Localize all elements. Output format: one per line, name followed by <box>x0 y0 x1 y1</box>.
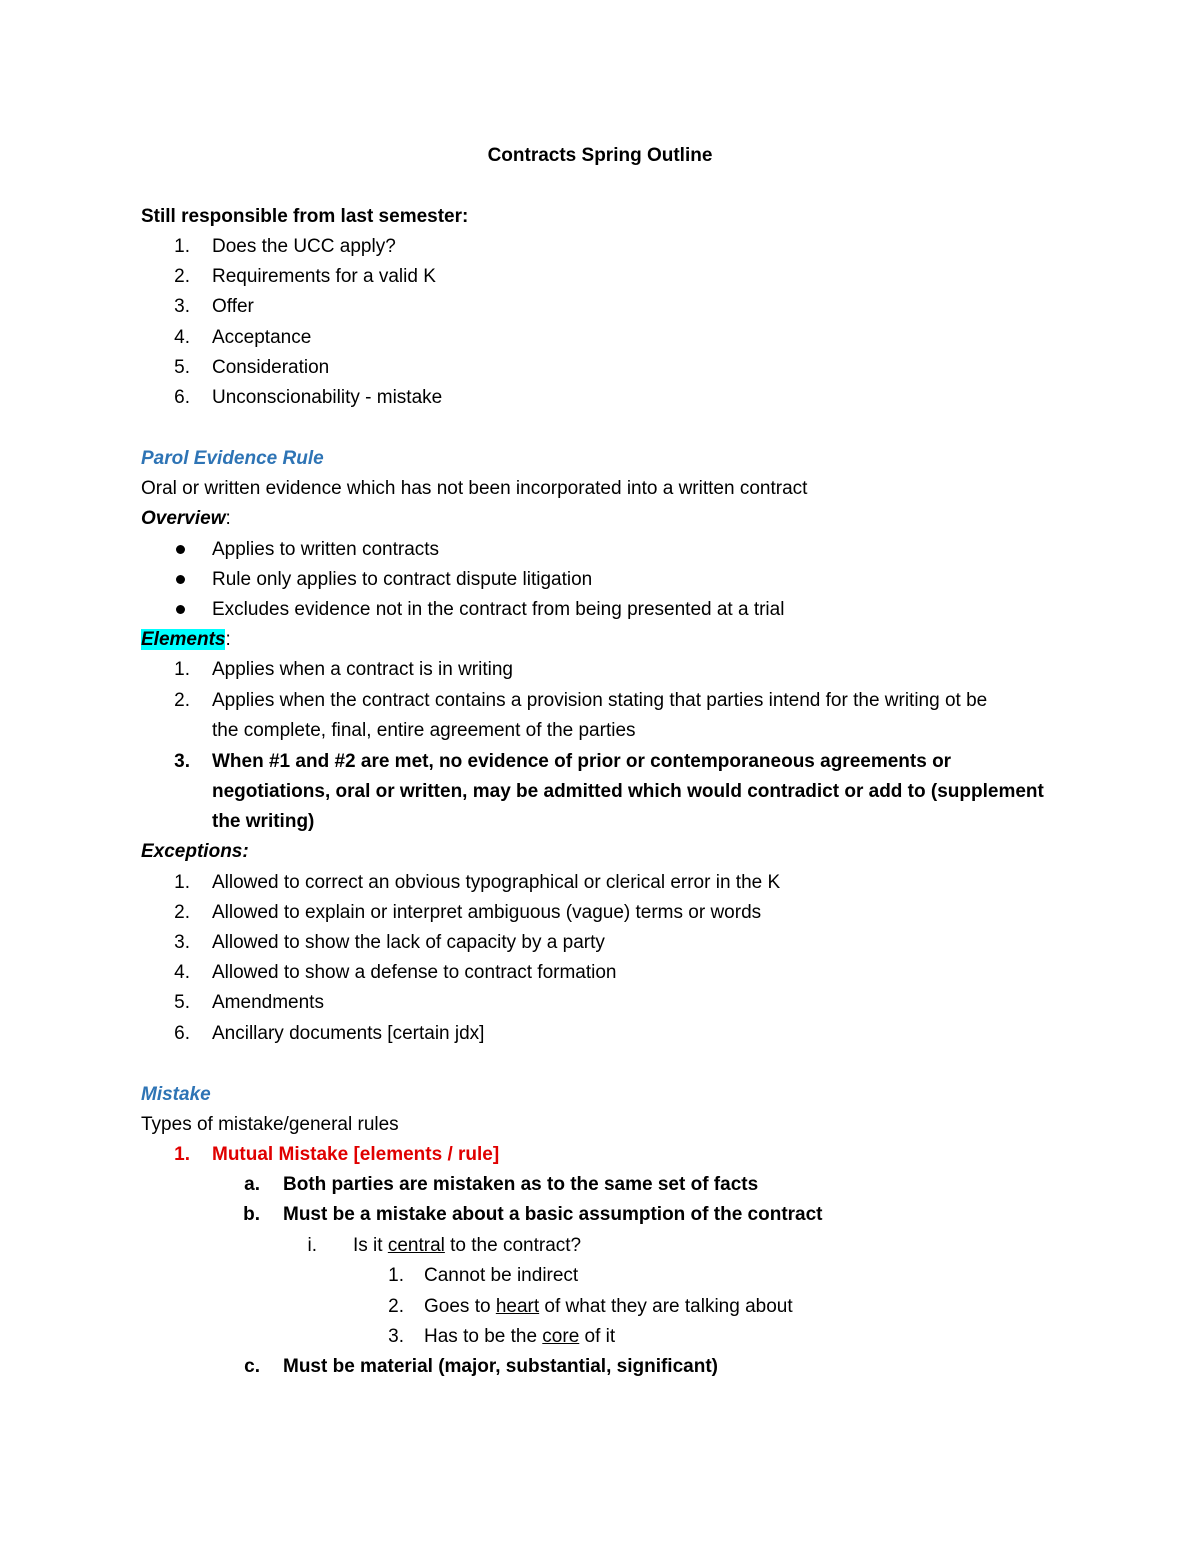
page-title: Contracts Spring Outline <box>487 145 713 166</box>
list-number: 2. <box>174 266 190 287</box>
underlined-word: central <box>387 1235 445 1256</box>
list-letter: c. <box>244 1356 260 1377</box>
list-item: Applies when the contract contains a provision stating that parties intend for the writing ot be <box>212 690 988 711</box>
text-segment: Goes to <box>424 1296 496 1317</box>
list-number: 6. <box>174 387 190 408</box>
list-number: 6. <box>174 1023 190 1044</box>
list-number: 1. <box>174 659 190 680</box>
bullet-icon <box>176 575 185 584</box>
list-item: Applies when a contract is in writing <box>212 659 513 680</box>
parol-definition: Oral or written evidence which has not been incorporated into a written contract <box>141 478 808 499</box>
list-item-continuation: the writing) <box>212 811 315 832</box>
underlined-word: core <box>542 1326 580 1347</box>
list-number: 1. <box>174 872 190 893</box>
list-item: Does the UCC apply? <box>212 236 396 257</box>
overview-label-text: Overview <box>141 508 226 529</box>
list-item: Applies to written contracts <box>212 539 440 560</box>
elements-colon: : <box>225 629 231 650</box>
list-item: Allowed to correct an obvious typographical or clerical error in the K <box>212 872 781 893</box>
list-roman: i. <box>307 1235 317 1256</box>
list-item <box>424 1326 615 1348</box>
text-segment: Is it <box>353 1235 388 1256</box>
list-number: 4. <box>174 962 190 983</box>
list-number: 3. <box>174 932 190 953</box>
list-number: 4. <box>174 327 190 348</box>
list-item-continuation: the complete, final, entire agreement of the parties <box>212 720 636 741</box>
list-item: Must be a mistake about a basic assumption of the contract <box>283 1204 823 1225</box>
text-segment: to the contract? <box>444 1235 582 1256</box>
list-item: Amendments <box>212 992 324 1013</box>
list-item: Must be material (major, substantial, significant) <box>283 1356 718 1377</box>
list-letter: a. <box>244 1174 260 1195</box>
list-number: 2. <box>174 690 190 711</box>
still-responsible-heading: Still responsible from last semester: <box>141 206 469 227</box>
elements-label <box>141 629 231 651</box>
list-item: Allowed to show the lack of capacity by a party <box>212 932 605 953</box>
elements-label-text: Elements <box>141 629 226 650</box>
mistake-intro: Types of mistake/general rules <box>141 1114 399 1135</box>
list-item: Ancillary documents [certain jdx] <box>212 1023 485 1044</box>
list-item: Offer <box>212 296 254 317</box>
list-item: Consideration <box>212 357 330 378</box>
list-number: 2. <box>174 902 190 923</box>
text-segment: Has to be the <box>424 1326 543 1347</box>
list-item <box>353 1235 581 1257</box>
list-item: Cannot be indirect <box>424 1265 579 1286</box>
overview-label <box>141 508 231 530</box>
list-item: Unconscionability - mistake <box>212 387 443 408</box>
list-item: Allowed to show a defense to contract formation <box>212 962 617 983</box>
exceptions-label: Exceptions: <box>141 841 249 862</box>
list-item: When #1 and #2 are met, no evidence of prior or contemporaneous agreements or <box>212 751 952 772</box>
list-item: Both parties are mistaken as to the same set of facts <box>283 1174 759 1195</box>
list-item-continuation: negotiations, oral or written, may be admitted which would contradict or add to (supplement <box>212 781 1044 802</box>
list-number: 2. <box>388 1296 404 1317</box>
list-number: 1. <box>174 236 190 257</box>
mistake-heading: Mistake <box>141 1084 211 1105</box>
overview-colon: : <box>225 508 231 529</box>
mutual-mistake-item: Mutual Mistake [elements / rule] <box>212 1144 500 1165</box>
list-number: 1. <box>388 1265 404 1286</box>
list-number: 3. <box>174 751 190 772</box>
list-item <box>424 1296 793 1318</box>
bullet-icon <box>176 605 185 614</box>
bullet-icon <box>176 545 185 554</box>
list-number: 3. <box>174 296 190 317</box>
text-segment: of it <box>579 1326 616 1347</box>
underlined-word: heart <box>495 1296 540 1317</box>
list-letter: b. <box>243 1204 260 1225</box>
list-number: 5. <box>174 992 190 1013</box>
list-item: Requirements for a valid K <box>212 266 436 287</box>
list-item: Acceptance <box>212 327 312 348</box>
list-number: 5. <box>174 357 190 378</box>
list-number: 1. <box>174 1144 190 1165</box>
parol-evidence-heading: Parol Evidence Rule <box>141 448 324 469</box>
text-segment: of what they are talking about <box>539 1296 793 1317</box>
list-item: Allowed to explain or interpret ambiguous (vague) terms or words <box>212 902 762 923</box>
list-number: 3. <box>388 1326 404 1347</box>
list-item: Rule only applies to contract dispute litigation <box>212 569 593 590</box>
list-item: Excludes evidence not in the contract from being presented at a trial <box>212 599 785 620</box>
